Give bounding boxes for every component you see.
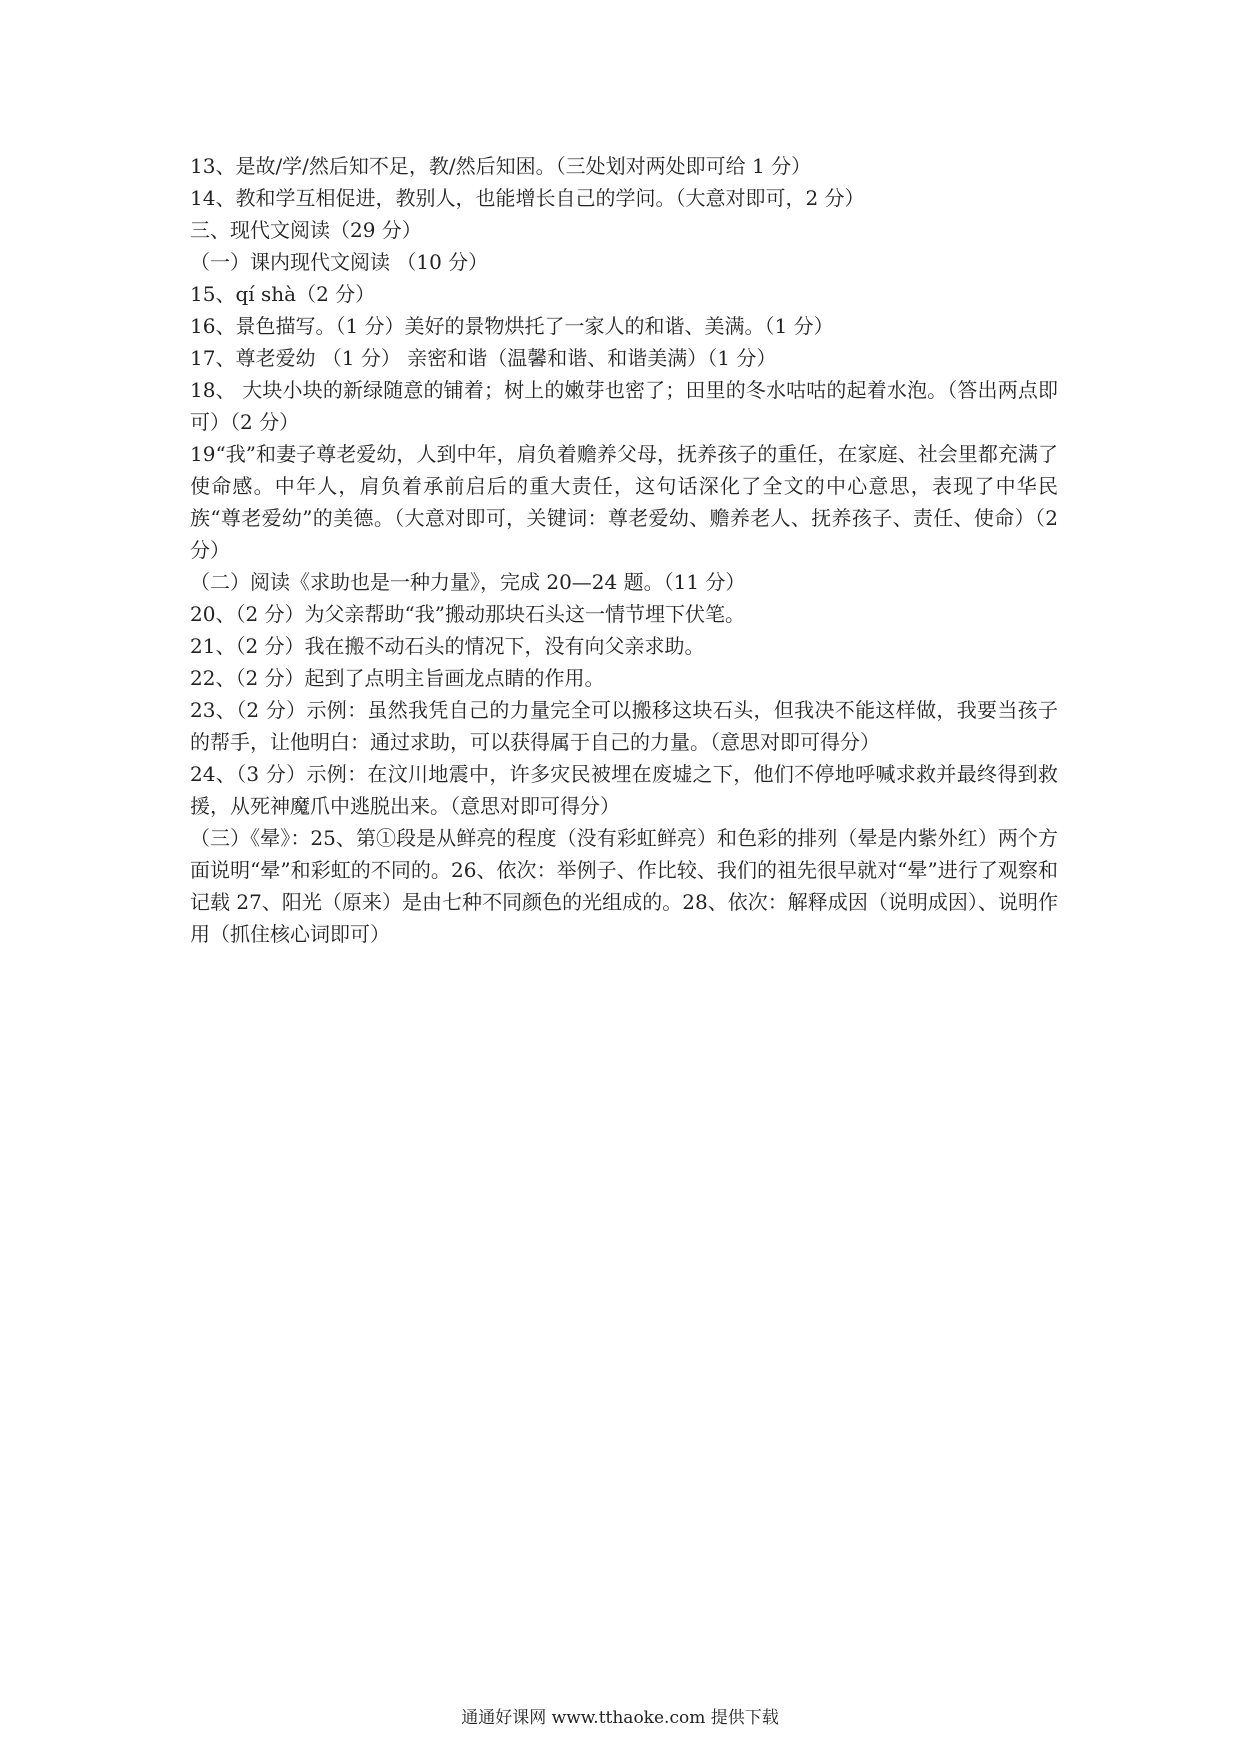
answer-24: 24、（3 分）示例：在汶川地震中，许多灾民被埋在废墟之下，他们不停地呼喊求救并最终得到救援，从死神魔爪中逃脱出来。（意思对即可得分） [190,762,1058,818]
section-heading-modern-reading: 三、现代文阅读（29 分） [190,218,422,242]
page-footer: 通通好课网 www.tthaoke.com 提供下载 [461,1708,779,1728]
subsection-heading-2: （二）阅读《求助也是一种力量》，完成 20—24 题。（11 分） [190,570,746,594]
subsection-heading-1: （一）课内现代文阅读 （10 分） [190,250,489,274]
answer-23: 23、（2 分）示例：虽然我凭自己的力量完全可以搬移这块石头，但我决不能这样做，我要当孩子的帮手，让他明白：通过求助，可以获得属于自己的力量。（意思对即可得分） [190,698,1058,754]
answer-key-body [190,150,1058,950]
answer-22: 22、（2 分）起到了点明主旨画龙点睛的作用。 [190,666,605,690]
answer-20: 20、（2 分）为父亲帮助“我”搬动那块石头这一情节埋下伏笔。 [190,602,745,626]
answer-18: 18、 大块小块的新绿随意的铺着；树上的嫩芽也密了；田里的冬水咕咕的起着水泡。（答出两点即可）（2 分） [190,378,1058,434]
answer-14: 14、教和学互相促进，教别人，也能增长自己的学问。（大意对即可，2 分） [190,186,865,210]
answer-15: 15、qí shà（2 分） [190,282,376,306]
answer-16: 16、景色描写。（1 分）美好的景物烘托了一家人的和谐、美满。（1 分） [190,314,834,338]
answer-17: 17、尊老爱幼 （1 分） 亲密和谐（温馨和谐、和谐美满）（1 分） [190,346,777,370]
answer-13: 13、是故/学/然后知不足，教/然后知困。（三处划对两处即可给 1 分） [190,154,812,178]
answer-21: 21、（2 分）我在搬不动石头的情况下，没有向父亲求助。 [190,634,705,658]
answer-19: 19“我”和妻子尊老爱幼，人到中年，肩负着赡养父母，抚养孩子的重任，在家庭、社会里都充满了使命感。中年人，肩负着承前启后的重大责任，这句话深化了全文的中心意思，表现了中华民族“尊老爱幼”的美德。（大意对即可，关键词：尊老爱幼、赡养老人、抚养孩子、责任、使命）（2 分） [190,442,1058,562]
subsection-3-answers: （三）《晕》：25、第①段是从鲜亮的程度（没有彩虹鲜亮）和色彩的排列（晕是内紫外红）两个方面说明“晕”和彩虹的不同的。26、依次：举例子、作比较、我们的祖先很早就对“晕”进行了观察和记载 27、阳光（原来）是由七种不同颜色的光组成的。28、依次：解释成因（说明成因）、说明作用（抓住核心词即可） [190,826,1058,946]
